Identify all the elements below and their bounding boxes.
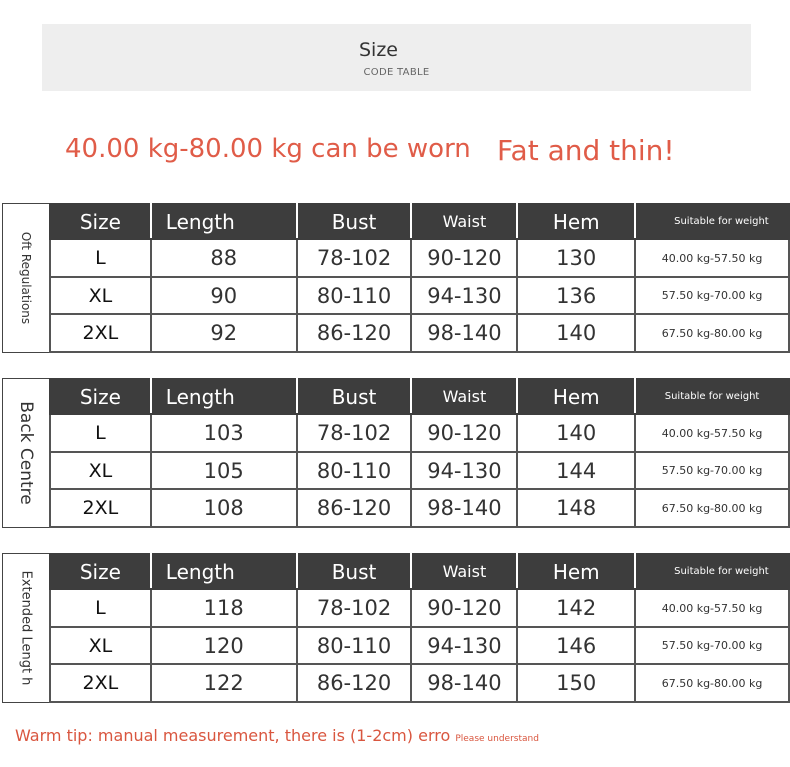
bust-cell: 78-102	[297, 589, 412, 627]
weight-cell: 57.50 kg-70.00 kg	[635, 627, 789, 664]
table-row	[50, 664, 789, 702]
header-title: Size	[358, 39, 398, 61]
weight-cell: 40.00 kg-57.50 kg	[635, 239, 789, 277]
table-row	[50, 627, 789, 664]
hem-cell: 150	[517, 664, 635, 702]
size-cell: L	[50, 239, 151, 277]
waist-cell: 94-130	[411, 277, 517, 314]
table-row	[50, 489, 789, 527]
section-label: Oft Regulations	[19, 231, 33, 325]
col-header-waist: Waist	[411, 379, 517, 414]
table-header-row	[50, 554, 789, 589]
fit-slogan: Fat and thin!	[497, 134, 675, 167]
length-cell: 108	[151, 489, 297, 527]
length-cell: 105	[151, 452, 297, 489]
waist-cell: 98-140	[411, 664, 517, 702]
waist-cell: 98-140	[411, 489, 517, 527]
size-cell: 2XL	[50, 314, 151, 352]
col-header-waist: Waist	[411, 554, 517, 589]
length-cell: 103	[151, 414, 297, 452]
section-label: Extended Lengt h	[18, 570, 34, 686]
waist-cell: 90-120	[411, 414, 517, 452]
section-label-box	[2, 203, 49, 353]
section-label-box	[2, 378, 49, 528]
hem-cell: 146	[517, 627, 635, 664]
hem-cell: 144	[517, 452, 635, 489]
hem-cell: 140	[517, 414, 635, 452]
weight-cell: 57.50 kg-70.00 kg	[635, 452, 789, 489]
bust-cell: 78-102	[297, 239, 412, 277]
col-header-size: Size	[50, 204, 151, 239]
table-header-row	[50, 204, 789, 239]
size-cell: 2XL	[50, 664, 151, 702]
col-header-weight: Suitable for weight	[635, 379, 789, 414]
length-cell: 88	[151, 239, 297, 277]
weight-cell: 40.00 kg-57.50 kg	[635, 589, 789, 627]
bust-cell: 86-120	[297, 314, 412, 352]
warm-tip-text: Warm tip: manual measurement, there is (1-2cm) erro	[15, 726, 451, 745]
table-header-row	[50, 379, 789, 414]
hem-cell: 130	[517, 239, 635, 277]
hem-cell: 142	[517, 589, 635, 627]
section-label-box	[2, 553, 49, 703]
col-header-hem: Hem	[517, 204, 635, 239]
bust-cell: 86-120	[297, 664, 412, 702]
length-cell: 120	[151, 627, 297, 664]
col-header-size: Size	[50, 379, 151, 414]
waist-cell: 94-130	[411, 452, 517, 489]
col-header-weight: Suitable for weight	[635, 204, 789, 239]
bust-cell: 78-102	[297, 414, 412, 452]
length-cell: 118	[151, 589, 297, 627]
size-cell: XL	[50, 452, 151, 489]
bust-cell: 80-110	[297, 452, 412, 489]
hem-cell: 148	[517, 489, 635, 527]
bust-cell: 80-110	[297, 277, 412, 314]
warm-tip-suffix: Please understand	[455, 734, 539, 744]
section-label: Back Centre	[16, 401, 36, 505]
table-row	[50, 414, 789, 452]
weight-cell: 67.50 kg-80.00 kg	[635, 664, 789, 702]
waist-cell: 98-140	[411, 314, 517, 352]
weight-cell: 67.50 kg-80.00 kg	[635, 489, 789, 527]
weight-cell: 67.50 kg-80.00 kg	[635, 314, 789, 352]
waist-cell: 90-120	[411, 589, 517, 627]
weight-cell: 57.50 kg-70.00 kg	[635, 277, 789, 314]
col-header-length: Length	[151, 554, 297, 589]
header-banner	[42, 24, 751, 91]
weight-cell: 40.00 kg-57.50 kg	[635, 414, 789, 452]
waist-cell: 90-120	[411, 239, 517, 277]
length-cell: 122	[151, 664, 297, 702]
hem-cell: 136	[517, 277, 635, 314]
col-header-waist: Waist	[411, 204, 517, 239]
table-row	[50, 452, 789, 489]
header-subtitle: CODE TABLE	[363, 67, 430, 78]
weight-range-note: 40.00 kg-80.00 kg can be worn	[65, 134, 471, 164]
size-cell: XL	[50, 277, 151, 314]
table-row	[50, 239, 789, 277]
hem-cell: 140	[517, 314, 635, 352]
col-header-bust: Bust	[297, 379, 412, 414]
size-cell: 2XL	[50, 489, 151, 527]
col-header-bust: Bust	[297, 554, 412, 589]
size-cell: XL	[50, 627, 151, 664]
col-header-weight: Suitable for weight	[635, 554, 789, 589]
waist-cell: 94-130	[411, 627, 517, 664]
size-table	[49, 553, 790, 703]
length-cell: 90	[151, 277, 297, 314]
col-header-length: Length	[151, 379, 297, 414]
col-header-length: Length	[151, 204, 297, 239]
col-header-hem: Hem	[517, 554, 635, 589]
bust-cell: 86-120	[297, 489, 412, 527]
col-header-size: Size	[50, 554, 151, 589]
col-header-bust: Bust	[297, 204, 412, 239]
table-row	[50, 314, 789, 352]
size-table	[49, 378, 790, 528]
table-row	[50, 589, 789, 627]
size-cell: L	[50, 589, 151, 627]
size-cell: L	[50, 414, 151, 452]
size-table	[49, 203, 790, 353]
warm-tip	[15, 726, 539, 745]
col-header-hem: Hem	[517, 379, 635, 414]
length-cell: 92	[151, 314, 297, 352]
table-row	[50, 277, 789, 314]
bust-cell: 80-110	[297, 627, 412, 664]
